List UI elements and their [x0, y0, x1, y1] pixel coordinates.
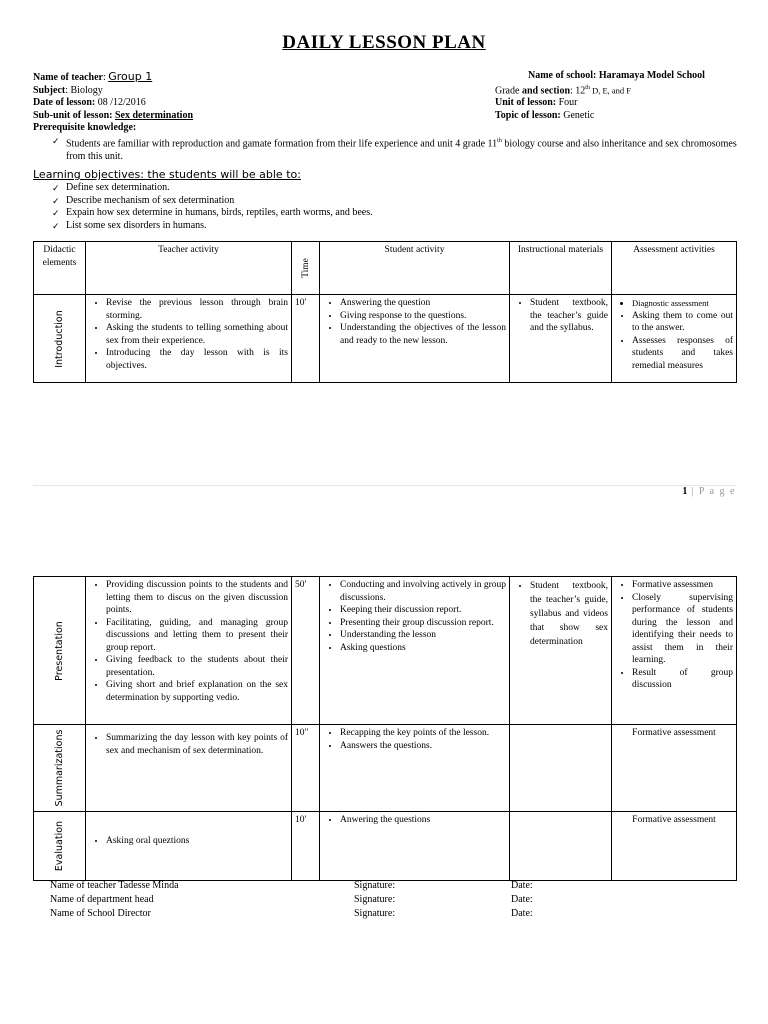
eval-time-cell: 10'	[292, 812, 320, 881]
lesson-table-page-2	[33, 576, 737, 881]
intro-time-cell: 10'	[292, 295, 320, 383]
list-item: • Keeping their discussion report.	[340, 604, 506, 617]
list-item: • Asking them to come out to the answer.	[632, 310, 733, 335]
signature-name: Name of department head	[50, 894, 154, 905]
signature-label: Signature:	[354, 880, 396, 891]
pres-assessment-cell	[612, 577, 737, 725]
list-item: • Student textbook, the teacher’s guide, syllabus and videos that show sex determination	[530, 579, 608, 649]
pres-time-cell: 50'	[292, 577, 320, 725]
signature-label: Signature:	[354, 894, 396, 905]
list-item: • Asking questions	[340, 642, 506, 655]
intro-assessment-cell	[612, 295, 737, 383]
list-item: • Diagnostic assessment	[632, 297, 733, 310]
list-item: • Giving short and brief explanation on the sex determination by supporting vedio.	[106, 679, 288, 704]
row-label-evaluation: Evaluation	[34, 812, 86, 881]
prereq-item: ✓ Students are familiar with reproduction and gamate formation from their life experience and unit 4 grade 11th biology course and also inheritance and sex chromosomes from this unit.	[50, 135, 740, 163]
list-item: • Understanding the objectives of the lesson and ready to the new lesson.	[340, 322, 506, 347]
header-assessment: Assessment activities	[612, 242, 737, 295]
list-item: • Student textbook, the teacher’s guide and the syllabus.	[530, 297, 608, 335]
list-item: • Recapping the key points of the lesson.	[340, 727, 506, 740]
row-label-summarization: Summarizations	[34, 725, 86, 812]
date-label: Date:	[511, 880, 533, 891]
sum-time-cell: 10"	[292, 725, 320, 812]
school-line: Name of school: Haramaya Model School	[528, 70, 705, 81]
eval-student-cell	[320, 812, 510, 881]
row-label-introduction: Introduction	[34, 295, 86, 383]
page-title: DAILY LESSON PLAN	[282, 32, 486, 53]
eval-materials-cell	[510, 812, 612, 881]
eval-teacher-cell	[86, 812, 292, 881]
list-item: • Introducing the day lesson with is its objectives.	[106, 347, 288, 372]
teacher-value: Group 1	[108, 70, 153, 83]
header-teacher: Teacher activity	[86, 242, 292, 295]
grade-line: Grade and section: 12th D, E, and F	[495, 85, 632, 97]
signature-name: Name of School Director	[50, 908, 151, 919]
table-row	[34, 577, 737, 725]
objective-item: ✓ Expain how sex determine in humans, birds, reptiles, earth worms, and bees.	[50, 207, 730, 220]
list-item: • Facilitating, guiding, and managing group discussions and letting them to present their group report.	[106, 617, 288, 655]
objectives-heading: Learning objectives: the students will be able to:	[33, 168, 301, 181]
sum-student-cell	[320, 725, 510, 812]
list-item: • Giving response to the questions.	[340, 310, 506, 323]
eval-assessment-cell: Formative assessment	[612, 812, 737, 881]
table-row	[34, 725, 737, 812]
objectives-list	[50, 182, 730, 232]
sum-assessment-cell: Formative assessment	[612, 725, 737, 812]
list-item: • Revise the previous lesson through brain storming.	[106, 297, 288, 322]
page-divider	[33, 485, 736, 486]
table-header-row	[34, 242, 737, 295]
list-item: • Anwering the questions	[340, 814, 506, 827]
topic-line: Topic of lesson: Genetic	[495, 110, 595, 121]
header-student: Student activity	[320, 242, 510, 295]
prereq-list	[50, 135, 740, 163]
subject-line: Subject: Biology	[33, 85, 103, 96]
table-row	[34, 295, 737, 383]
row-label-presentation: Presentation	[34, 577, 86, 725]
list-item: • Formative assessmen	[632, 579, 733, 592]
header-didactic: Didactic elements	[34, 242, 86, 295]
header-materials: Instructional materials	[510, 242, 612, 295]
unit-line: Unit of lesson: Four	[495, 97, 578, 108]
objective-item: ✓ List some sex disorders in humans.	[50, 220, 730, 233]
date-label: Date:	[511, 894, 533, 905]
intro-materials-cell	[510, 295, 612, 383]
pres-teacher-cell	[86, 577, 292, 725]
pres-student-cell	[320, 577, 510, 725]
list-item: • Asking the students to telling something about sex from their experience.	[106, 322, 288, 347]
header-time: Time	[292, 242, 320, 295]
date-label: Date:	[511, 908, 533, 919]
sum-teacher-cell	[86, 725, 292, 812]
list-item: • Aanswers the questions.	[340, 740, 506, 753]
list-item: • Asking oral queztions	[106, 835, 288, 848]
list-item: • Closely supervising performance of students during the lesson and identifying their needs to assist them in their learning.	[632, 592, 733, 667]
list-item: • Assesses responses of students and takes remedial measures	[632, 335, 733, 373]
date-line: Date of lesson: 08 /12/2016	[33, 97, 146, 108]
list-item: • Answering the question	[340, 297, 506, 310]
prereq-heading: Prerequisite knowledge:	[33, 122, 137, 133]
intro-teacher-cell	[86, 295, 292, 383]
list-item: • Presenting their group discussion report.	[340, 617, 506, 630]
intro-student-cell	[320, 295, 510, 383]
list-item: • Providing discussion points to the students and letting them to discus on the given discussion points.	[106, 579, 288, 617]
list-item: • Result of group discussion	[632, 667, 733, 692]
list-item: • Summarizing the day lesson with key points of sex and mechanism of sex determination.	[106, 732, 288, 757]
list-item: • Giving feedback to the students about their presentation.	[106, 654, 288, 679]
sum-materials-cell	[510, 725, 612, 812]
objective-item: ✓ Define sex determination.	[50, 182, 730, 195]
signature-label: Signature:	[354, 908, 396, 919]
table-row	[34, 812, 737, 881]
objective-item: ✓ Describe mechanism of sex determination	[50, 195, 730, 208]
pres-materials-cell	[510, 577, 612, 725]
teacher-line: Name of teacher: Group 1	[33, 70, 153, 83]
lesson-table-page-1	[33, 241, 737, 383]
subunit-line: Sub-unit of lesson: Sex determination	[33, 110, 194, 121]
signature-name: Name of teacher Tadesse Minda	[50, 880, 179, 891]
list-item: • Conducting and involving actively in group discussions.	[340, 579, 506, 604]
list-item: • Understanding the lesson	[340, 629, 506, 642]
page-number: 1 | P a g e	[682, 486, 736, 497]
